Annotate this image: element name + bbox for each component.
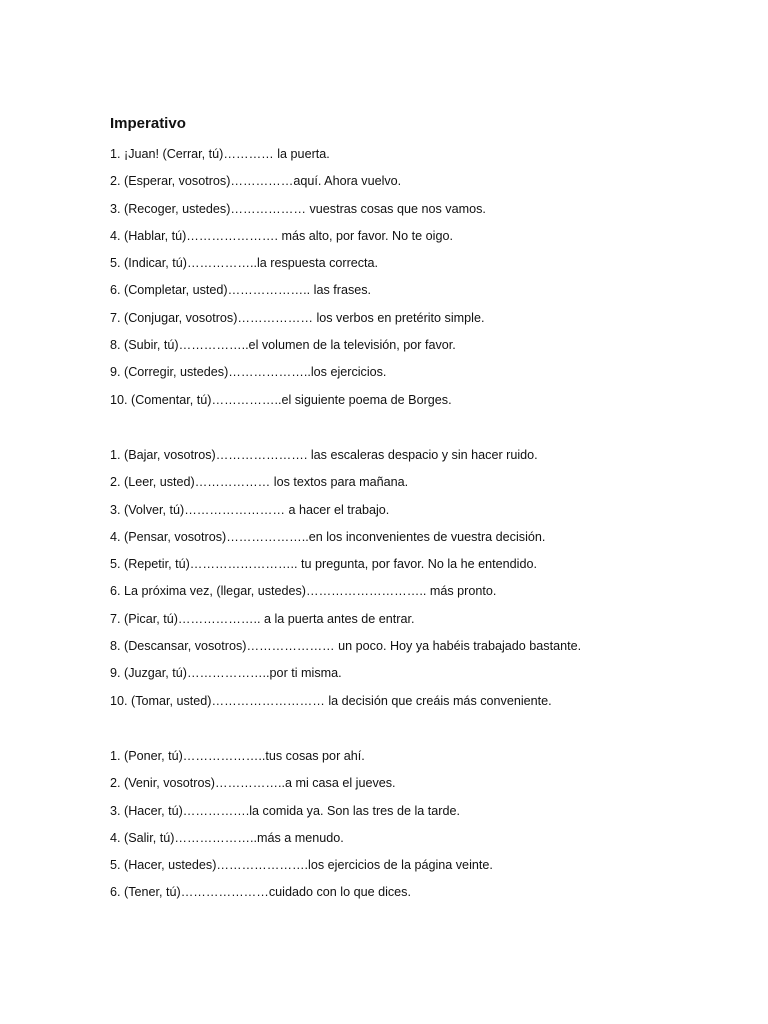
exercise-item: 5. (Repetir, tú)…………………….. tu pregunta, por favor. No la he entendido. <box>110 557 537 572</box>
exercise-item: 8. (Descansar, vosotros)………………… un poco. Hoy ya habéis trabajado bastante. <box>110 639 582 654</box>
exercise-item: 1. (Bajar, vosotros)…………………. las escaleras despacio y sin hacer ruido. <box>110 448 538 462</box>
exercise-item: 1. (Poner, tú)………………..tus cosas por ahí. <box>110 749 365 763</box>
document-title: Imperativo <box>110 115 186 132</box>
exercise-section-1 <box>110 145 486 418</box>
exercise-item: 6. (Completar, usted)……………….. las frases. <box>110 283 372 298</box>
exercise-item: 2. (Esperar, vosotros)……………aquí. Ahora vuelvo. <box>110 174 402 189</box>
exercise-item: 6. La próxima vez, (llegar, ustedes)……………………….. más pronto. <box>110 584 497 599</box>
exercise-item: 10. (Tomar, usted)……………………… la decisión que creáis más conveniente. <box>110 693 552 708</box>
exercise-item: 7. (Picar, tú)……………….. a la puerta antes de entrar. <box>110 611 415 626</box>
exercise-item: 3. (Hacer, tú)…………….la comida ya. Son las tres de la tarde. <box>110 803 460 818</box>
exercise-item: 4. (Pensar, vosotros)………………..en los inconvenientes de vuestra decisión. <box>110 529 546 544</box>
exercise-item: 9. (Juzgar, tú)………………..por ti misma. <box>110 666 342 681</box>
exercise-item: 4. (Salir, tú)………………..más a menudo. <box>110 830 344 845</box>
exercise-section-2 <box>110 446 581 719</box>
exercise-item: 1. ¡Juan! (Cerrar, tú)………… la puerta. <box>110 147 330 161</box>
exercise-item: 5. (Indicar, tú)……………..la respuesta correcta. <box>110 256 379 271</box>
exercise-item: 4. (Hablar, tú)…………………. más alto, por favor. No te oigo. <box>110 228 453 243</box>
exercise-item: 10. (Comentar, tú)……………..el siguiente poema de Borges. <box>110 392 452 407</box>
exercise-item: 3. (Volver, tú)…………………… a hacer el trabajo. <box>110 502 390 517</box>
exercise-item: 9. (Corregir, ustedes)………………..los ejercicios. <box>110 365 387 380</box>
exercise-item: 8. (Subir, tú)……………..el volumen de la televisión, por favor. <box>110 338 456 353</box>
exercise-item: 5. (Hacer, ustedes)………………….los ejercicios de la página veinte. <box>110 858 493 873</box>
exercise-item: 7. (Conjugar, vosotros)……………… los verbos en pretérito simple. <box>110 310 485 325</box>
exercise-item: 6. (Tener, tú)…………………cuidado con lo que dices. <box>110 885 411 900</box>
exercise-item: 3. (Recoger, ustedes)……………… vuestras cosas que nos vamos. <box>110 201 486 216</box>
exercise-section-3 <box>110 747 493 911</box>
exercise-item: 2. (Venir, vosotros)……………..a mi casa el jueves. <box>110 776 396 791</box>
exercise-item: 2. (Leer, usted)……………… los textos para mañana. <box>110 475 409 490</box>
